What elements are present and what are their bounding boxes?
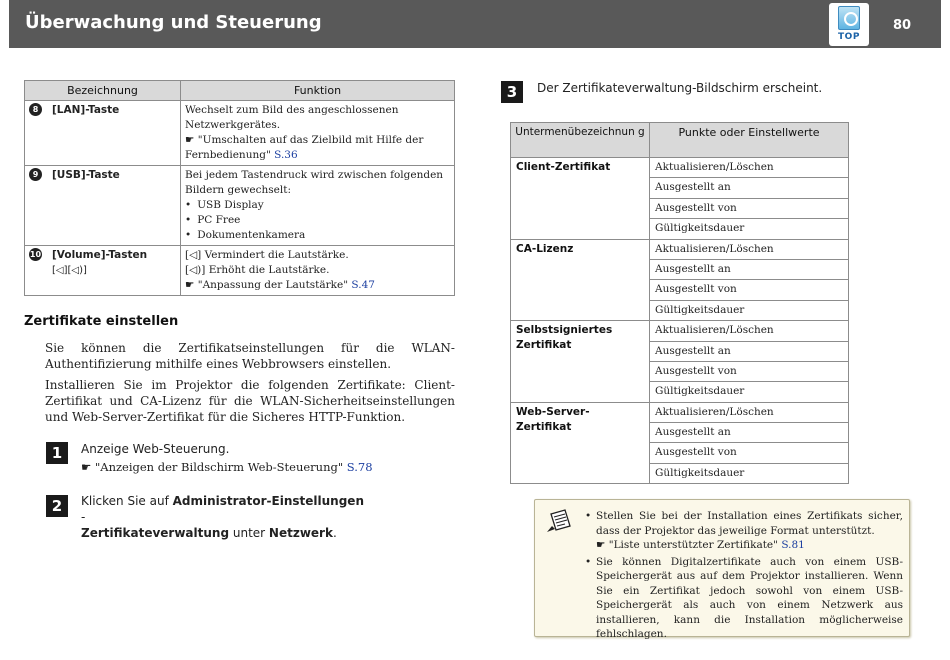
list-item: • USB Display bbox=[185, 198, 450, 213]
page-number: 80 bbox=[893, 18, 912, 33]
bullet-list bbox=[185, 198, 450, 243]
reference-text: "Liste unterstützter Zertifikate" bbox=[605, 539, 782, 551]
setting-item: Aktualisieren/Löschen bbox=[650, 239, 849, 259]
function-text: [◁] Vermindert die Lautstärke. bbox=[185, 249, 349, 261]
number-badge: 8 bbox=[29, 103, 42, 116]
pointing-hand-icon: ☛ bbox=[81, 460, 92, 474]
text-run: unter bbox=[229, 526, 269, 540]
reference-text: "Umschalten auf das Zielbild mit Hilfe der Fernbedienung" bbox=[185, 134, 424, 161]
pointing-hand-icon: ☛ bbox=[185, 279, 195, 291]
note-box bbox=[534, 499, 910, 640]
top-button-label: TOP bbox=[838, 32, 860, 42]
list-item: • Sie können Digitalzertifikate auch von einem USB-Speichergerät aus auf dem Projektor installieren. Wenn Sie ein Zertifikat jedoch sowohl von einem USB-Speichergerät als auch von einem Netzwerk aus installieren, kann die Installation möglicherweise fehlschlagen. bbox=[585, 555, 903, 642]
function-text: Wechselt zum Bild des angeschlossenen Netzwerkgerätes. bbox=[185, 104, 399, 131]
button-name: [USB]-Taste bbox=[52, 169, 120, 181]
setting-item: Ausgestellt von bbox=[650, 361, 849, 381]
cross-reference bbox=[185, 133, 450, 163]
setting-item: Ausgestellt von bbox=[650, 443, 849, 463]
function-text: [◁)] Erhöht die Lautstärke. bbox=[185, 264, 330, 276]
setting-item: Ausgestellt an bbox=[650, 259, 849, 279]
number-badge: 9 bbox=[29, 168, 42, 181]
setting-item: Ausgestellt von bbox=[650, 280, 849, 300]
submenu-name: CA-Lizenz bbox=[511, 239, 650, 321]
setting-item: Aktualisieren/Löschen bbox=[650, 158, 849, 178]
table-row bbox=[511, 239, 849, 259]
text-run: . bbox=[332, 526, 337, 540]
pointing-hand-icon: ☛ bbox=[185, 134, 195, 146]
cross-reference bbox=[81, 460, 373, 474]
certificate-management-table bbox=[510, 122, 849, 484]
setting-item: Ausgestellt an bbox=[650, 423, 849, 443]
memo-pen-icon bbox=[545, 508, 575, 534]
setting-item: Ausgestellt von bbox=[650, 198, 849, 218]
menu-path: Zertifikateverwaltung bbox=[81, 526, 230, 540]
table-row bbox=[25, 166, 455, 246]
number-badge: 10 bbox=[29, 250, 42, 259]
pointing-hand-icon: ☛ bbox=[596, 539, 606, 551]
button-name: [LAN]-Taste bbox=[52, 104, 120, 116]
table-row bbox=[511, 402, 849, 422]
page-link[interactable]: S.36 bbox=[274, 149, 298, 161]
table-header-function: Funktion bbox=[181, 81, 455, 101]
top-button[interactable] bbox=[829, 3, 869, 46]
note-text: Stellen Sie bei der Installation eines Zertifikats sicher, dass der Projektor das jeweilige Format unterstützt. bbox=[596, 510, 903, 537]
list-item bbox=[585, 509, 903, 553]
function-text: Bei jedem Tastendruck wird zwischen folgenden Bildern gewechselt: bbox=[185, 169, 444, 196]
reference-text: "Anzeigen der Bildschirm Web-Steuerung" bbox=[91, 460, 347, 474]
page-link[interactable]: S.78 bbox=[346, 460, 373, 474]
setting-item: Gültigkeitsdauer bbox=[650, 382, 849, 402]
setting-item: Gültigkeitsdauer bbox=[650, 463, 849, 483]
table-header-name: Bezeichnung bbox=[25, 81, 181, 101]
setting-item: Aktualisieren/Löschen bbox=[650, 321, 849, 341]
certificate-paragraph: Installieren Sie im Projektor die folgenden Zertifikate: Client-Zertifikat und CA-Lizenz für die WLAN-Sicherheitseinstellungen und Web-Server-Zertifikat für die Sicheres HTTP-Funktion. bbox=[45, 378, 455, 424]
note-list bbox=[585, 509, 903, 642]
remote-buttons-table bbox=[24, 80, 455, 296]
list-item: • Dokumentenkamera bbox=[185, 228, 450, 243]
setting-item: Gültigkeitsdauer bbox=[650, 300, 849, 320]
step-number: 3 bbox=[501, 81, 523, 103]
page-title: Überwachung und Steuerung bbox=[25, 12, 322, 33]
table-header-values: Punkte oder Einstellwerte bbox=[650, 123, 849, 158]
table-row bbox=[25, 101, 455, 166]
text-run: - bbox=[81, 510, 86, 524]
list-item: • PC Free bbox=[185, 213, 450, 228]
table-row bbox=[511, 321, 849, 341]
setting-item: Gültigkeitsdauer bbox=[650, 219, 849, 239]
button-name: [Volume]-Tasten bbox=[52, 249, 148, 261]
step-text: Anzeige Web-Steuerung. bbox=[81, 442, 230, 456]
step-number: 1 bbox=[46, 442, 68, 464]
step-number: 2 bbox=[46, 495, 68, 517]
table-row bbox=[511, 158, 849, 178]
menu-path: Netzwerk bbox=[268, 526, 333, 540]
text-run: Klicken Sie auf bbox=[81, 494, 173, 508]
setting-item: Aktualisieren/Löschen bbox=[650, 402, 849, 422]
step-text bbox=[81, 493, 371, 541]
table-header-submenu: Untermenübezeichnun g bbox=[511, 123, 650, 158]
submenu-name: Client-Zertifikat bbox=[511, 158, 650, 240]
setting-item: Ausgestellt an bbox=[650, 341, 849, 361]
step-text: Der Zertifikateverwaltung-Bildschirm erscheint. bbox=[537, 81, 823, 95]
page-header bbox=[9, 0, 941, 48]
intro-paragraph: Sie können die Zertifikatseinstellungen für die WLAN-Authentifizierung mithilfe eines Webbrowsers einstellen. bbox=[45, 341, 455, 371]
section-heading: Zertifikate einstellen bbox=[24, 314, 179, 329]
submenu-name: Selbstsigniertes Zertifikat bbox=[511, 321, 650, 403]
home-icon bbox=[838, 6, 860, 30]
setting-item: Ausgestellt an bbox=[650, 178, 849, 198]
table-row bbox=[25, 246, 455, 296]
menu-path: Administrator-Einstellungen bbox=[172, 494, 364, 508]
submenu-name: Web-Server-Zertifikat bbox=[511, 402, 650, 484]
page-link[interactable]: S.47 bbox=[351, 279, 375, 291]
reference-text: "Anpassung der Lautstärke" bbox=[194, 279, 352, 291]
page-link[interactable]: S.81 bbox=[781, 539, 805, 551]
volume-symbols: [◁][◁)] bbox=[52, 265, 87, 276]
cross-reference bbox=[185, 278, 450, 293]
